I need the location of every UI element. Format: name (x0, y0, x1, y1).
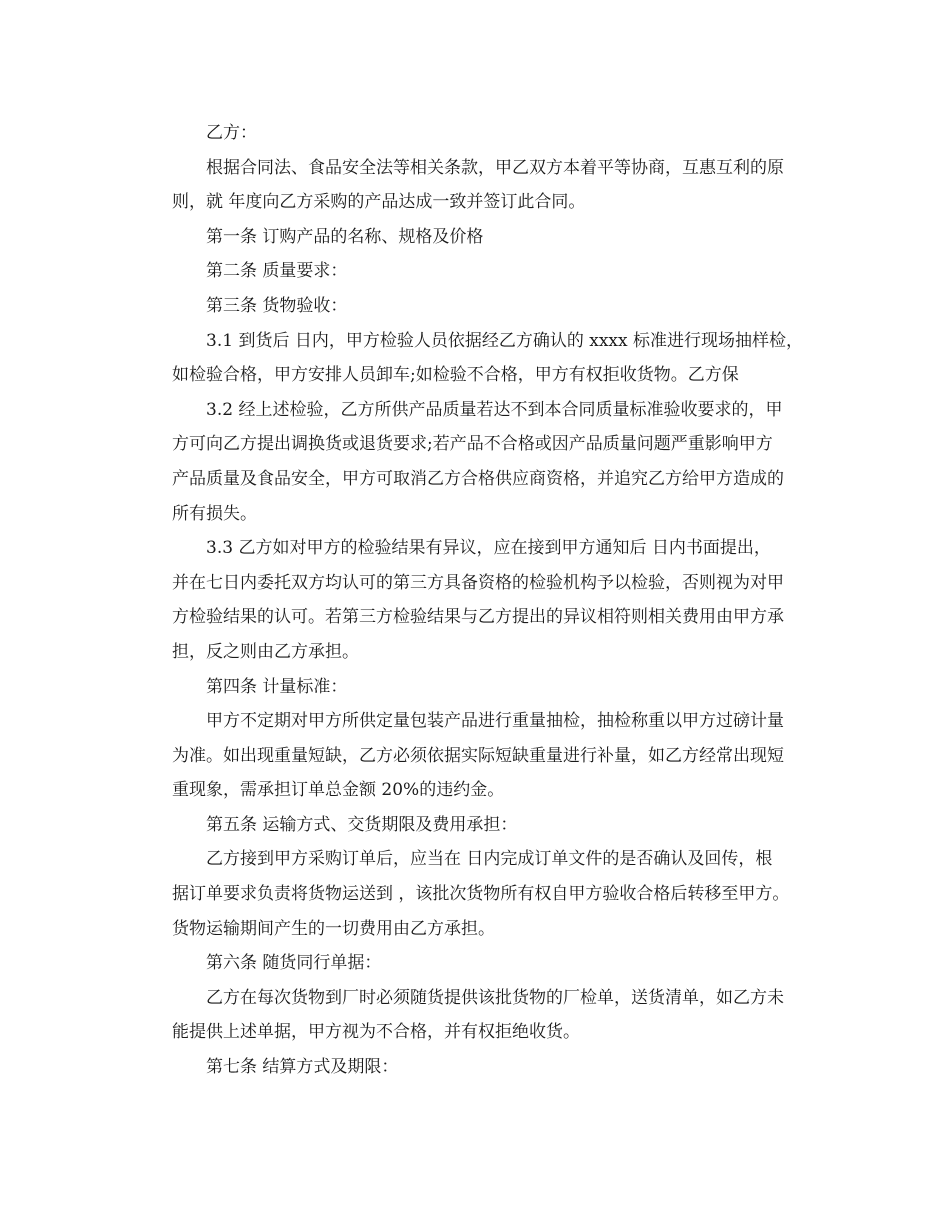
article-3-heading (138, 289, 818, 324)
text-line: 乙方在每次货物到厂时必须随货提供该批货物的厂检单，送货清单，如乙方未 (206, 987, 784, 1008)
text-line: 货物运输期间产生的一切费用由乙方承担。 (172, 918, 495, 939)
text-line: 重现象，需承担订单总金额 20%的违约金。 (172, 780, 505, 801)
article-6-body (138, 981, 818, 1050)
article-4-body (138, 704, 818, 808)
intro-paragraph (138, 151, 818, 220)
text-line: 能提供上述单据，甲方视为不合格，并有权拒绝收货。 (172, 1022, 580, 1043)
text-line: 第四条 计量标准： (206, 676, 348, 697)
article-5-heading (138, 808, 818, 843)
text-line: 则，就 年度向乙方采购的产品达成一致并签订此合同。 (172, 192, 586, 213)
text-line: 所有损失。 (172, 503, 257, 524)
text-line: 第六条 随货同行单据： (206, 953, 382, 974)
text-line: 甲方不定期对甲方所供定量包装产品进行重量抽检，抽检称重以甲方过磅计量 (206, 711, 784, 732)
article-1-heading (138, 220, 818, 255)
text-line: 第三条 货物验收： (206, 295, 348, 316)
text-line: 为准。如出现重量短缺，乙方必须依据实际短缺重量进行补量，如乙方经常出现短 (172, 745, 784, 766)
text-line: 乙方接到甲方采购订单后，应当在 日内完成订单文件的是否确认及回传，根 (206, 849, 773, 870)
clause-3-2 (138, 393, 818, 531)
text-line: 第五条 运输方式、交货期限及费用承担： (206, 814, 518, 835)
text-line: 第七条 结算方式及期限： (206, 1057, 399, 1078)
party-b-label (138, 116, 818, 151)
article-7-heading (138, 1050, 818, 1085)
text-line: 并在七日内委托双方均认可的第三方具备资格的检验机构予以检验，否则视为对甲 (172, 572, 784, 593)
text-line: 如检验合格，甲方安排人员卸车;如检验不合格，甲方有权拒收货物。乙方保 (172, 365, 739, 386)
article-4-heading (138, 670, 818, 705)
text-line: 方可向乙方提出调换货或退货要求;若产品不合格或因产品质量问题严重影响甲方 (172, 434, 773, 455)
text-line: 根据合同法、食品安全法等相关条款，甲乙双方本着平等协商，互惠互利的原 (206, 157, 784, 178)
text-line: 第二条 质量要求： (206, 261, 348, 282)
text-line: 方检验结果的认可。若第三方检验结果与乙方提出的异议相符则相关费用由甲方承 (172, 607, 784, 628)
document-body (138, 116, 818, 1085)
clause-3-3 (138, 531, 818, 669)
article-5-body (138, 842, 818, 946)
clause-3-1 (138, 324, 818, 393)
text-line: 3.1 到货后 日内，甲方检验人员依据经乙方确认的 xxxx 标准进行现场抽样检， (206, 330, 803, 351)
text-line: 3.3 乙方如对甲方的检验结果有异议，应在接到甲方通知后 日内书面提出， (206, 538, 771, 559)
article-6-heading (138, 946, 818, 981)
text-line: 据订单要求负责将货物运送到 ，该批次货物所有权自甲方验收合格后转移至甲方。 (172, 884, 790, 905)
text-line: 乙方： (206, 123, 257, 143)
text-line: 担，反之则由乙方承担。 (172, 641, 359, 662)
text-line: 第一条 订购产品的名称、规格及价格 (206, 226, 484, 247)
text-line: 产品质量及食品安全，甲方可取消乙方合格供应商资格，并追究乙方给甲方造成的 (172, 468, 784, 489)
text-line: 3.2 经上述检验，乙方所供产品质量若达不到本合同质量标准验收要求的，甲 (206, 399, 783, 420)
article-2-heading (138, 254, 818, 289)
